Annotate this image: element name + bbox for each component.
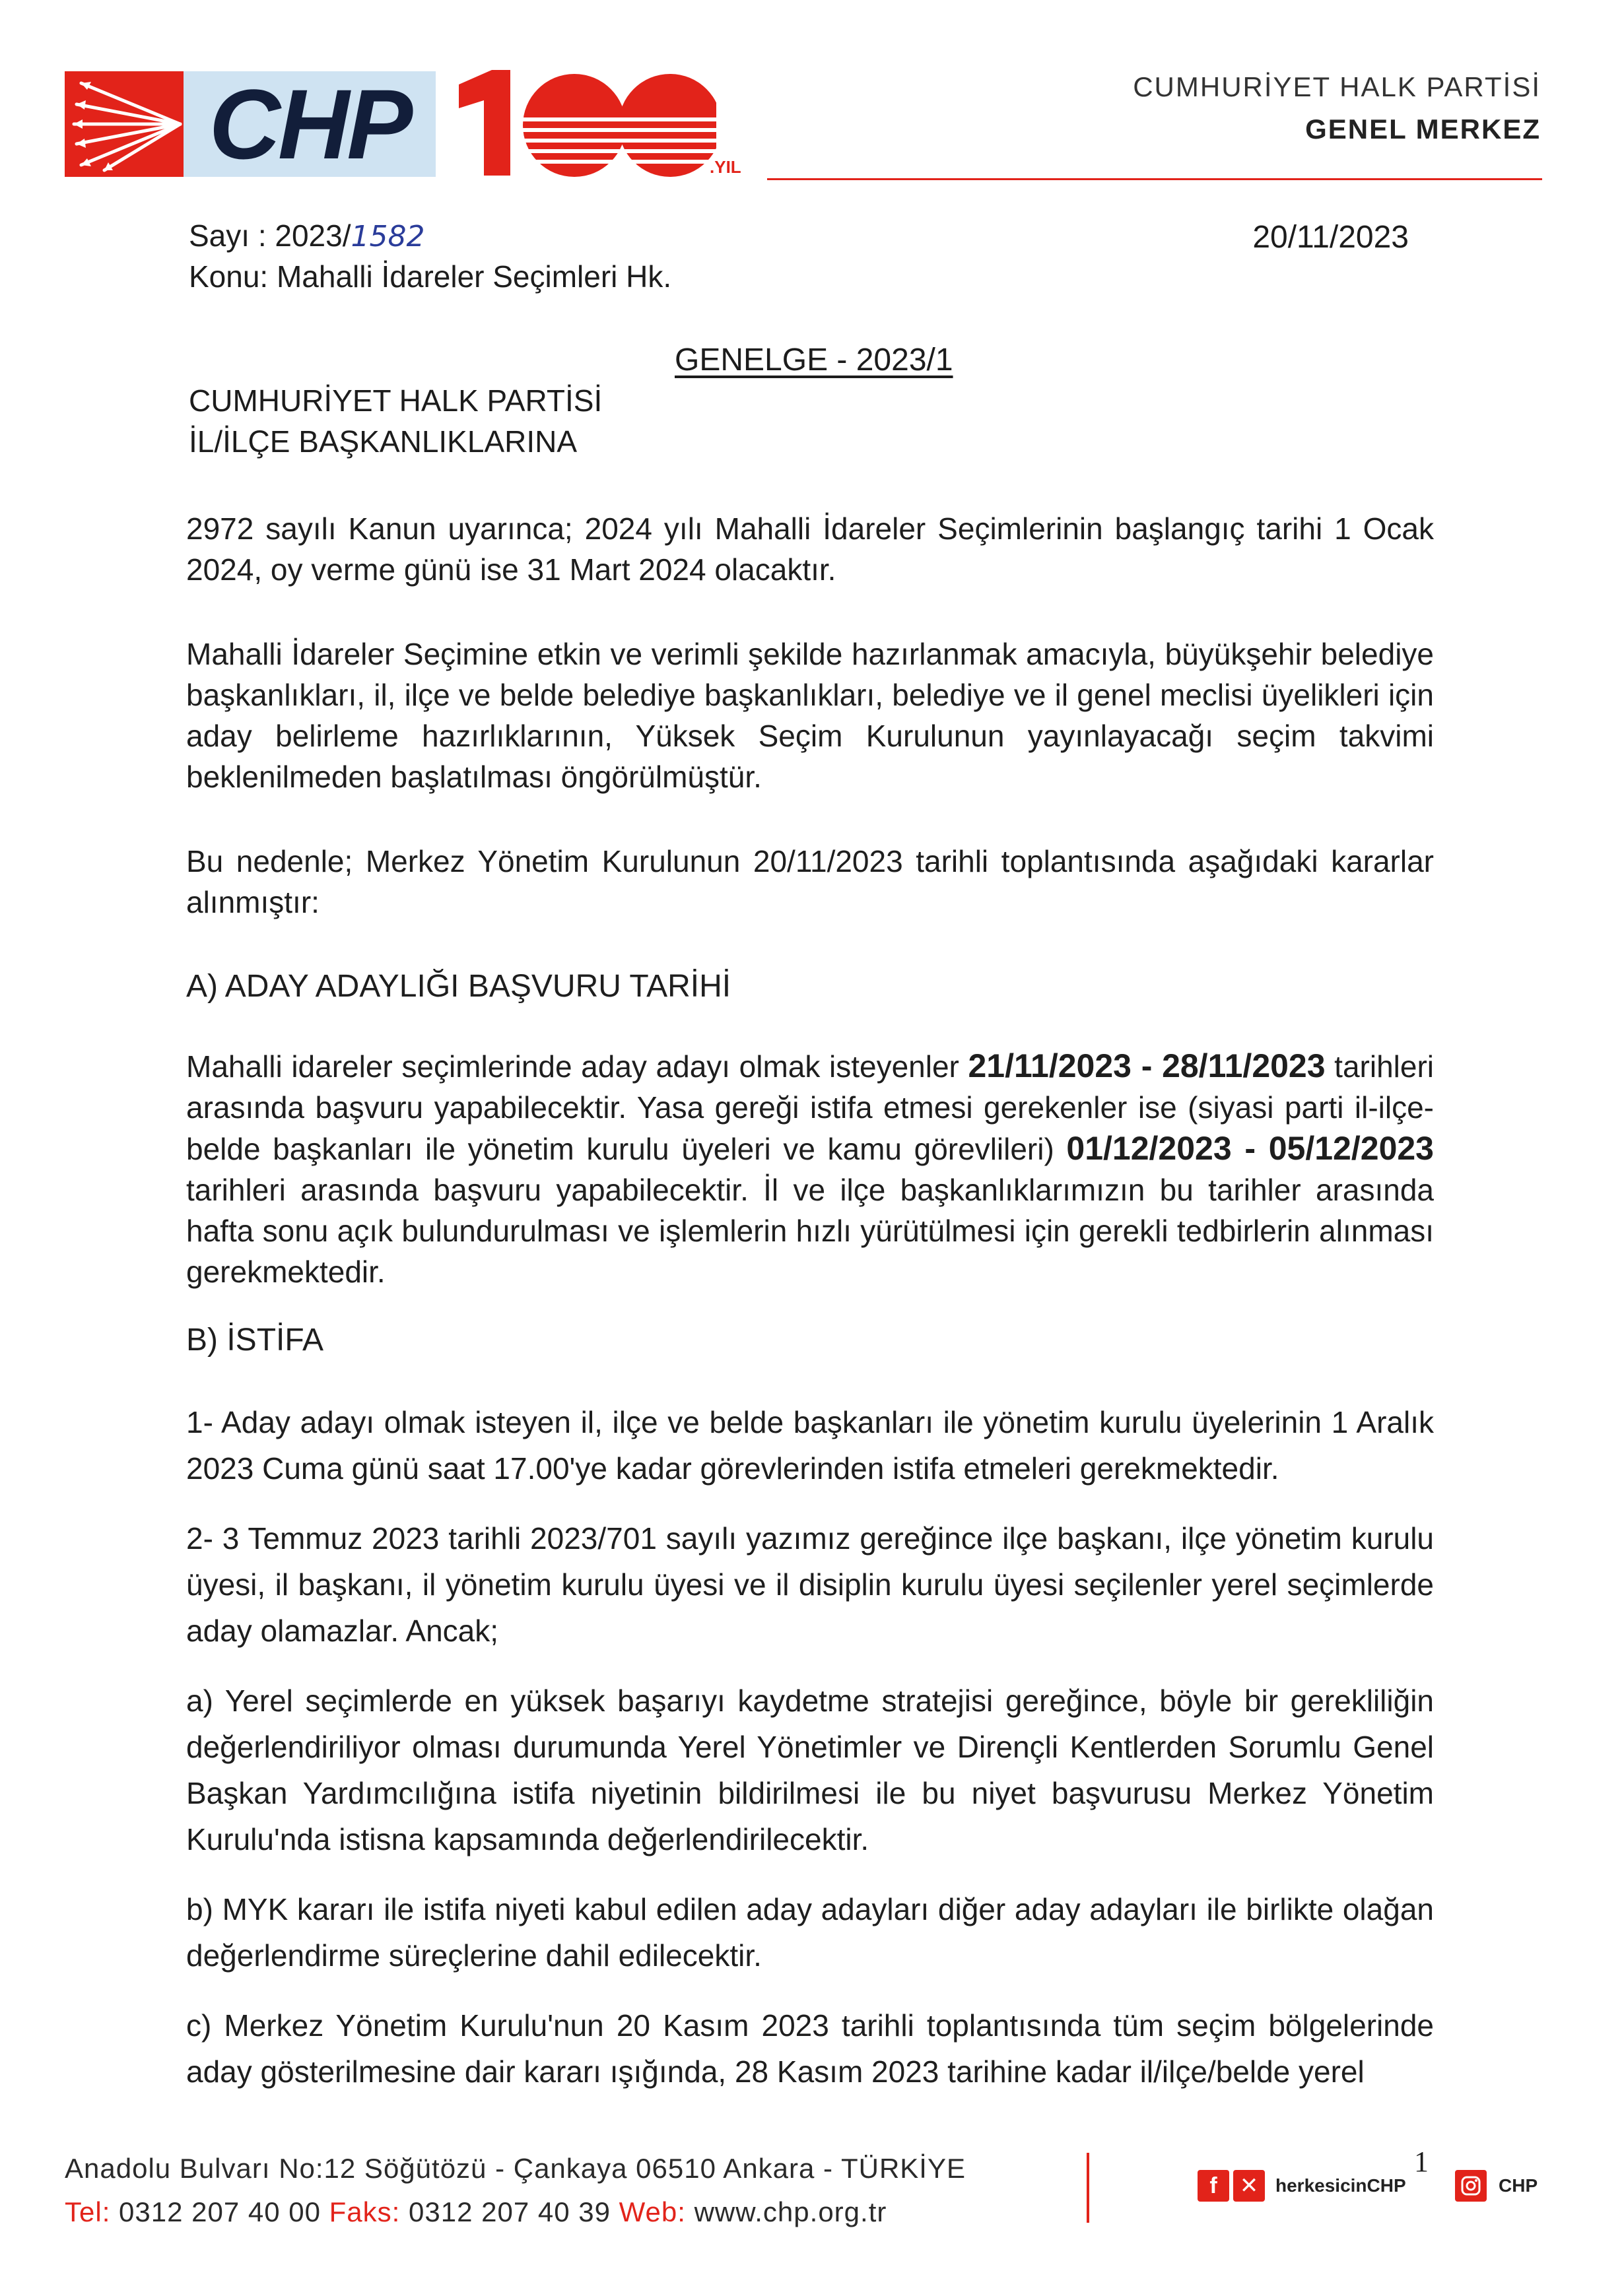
logo-wordmark: CHP bbox=[184, 71, 436, 177]
instagram-icon bbox=[1455, 2170, 1487, 2202]
footer-contact bbox=[65, 2196, 887, 2228]
footer-address: Anadolu Bulvarı No:12 Söğütözü - Çankaya 06510 Ankara - TÜRKİYE bbox=[65, 2153, 966, 2184]
logo-yil-label: .YIL bbox=[710, 157, 741, 177]
footer-divider bbox=[1087, 2153, 1089, 2223]
list-item: 1- Aday adayı olmak isteyen il, ilçe ve belde başkanları ile yönetim kurulu üyelerinin 1 Aralık 2023 Cuma günü saat 17.00'ye kadar görevlerinden istifa etmeleri gerekmektedir. bbox=[186, 1405, 1434, 1486]
web-value: www.chp.org.tr bbox=[685, 2196, 887, 2227]
date-range-bold: 21/11/2023 - 28/11/2023 bbox=[968, 1047, 1326, 1084]
list-item: a) Yerel seçimlerde en yüksek başarıyı kaydetme stratejisi gereğince, böyle bir gerekliliğin değerlendiriliyor olması durumunda Yerel Yönetimler ve Dirençli Kentlerden Sorumlu Genel Başkan Yardımcılığına istifa niyetinin bildirilmesi ile bu niyet başvurusu Merkez Yönetim Kurulu'nda istisna kapsamında değerlendirilecektir. bbox=[186, 1684, 1434, 1856]
reference-label: Sayı : 2023/ bbox=[189, 218, 351, 253]
instagram-label: CHP bbox=[1499, 2175, 1538, 2196]
fax-value: 0312 207 40 39 bbox=[400, 2196, 619, 2227]
paragraph-application-dates bbox=[186, 1045, 1434, 1292]
date-range-bold: 01/12/2023 - 05/12/2023 bbox=[1066, 1130, 1434, 1167]
paragraph-election-dates: 2972 sayılı Kanun uyarınca; 2024 yılı Mahalli İdareler Seçimlerinin başlangıç tarihi 1 Ocak 2024, oy verme günü ise 31 Mart 2024 olacaktır. bbox=[186, 511, 1434, 587]
paragraph-decisions: Bu nedenle; Merkez Yönetim Kurulunun 20/11/2023 tarihli toplantısında aşağıdaki kararlar alınmıştır: bbox=[186, 844, 1434, 919]
chp-logo bbox=[65, 69, 436, 180]
web-label: Web: bbox=[619, 2196, 686, 2227]
handwritten-number: 1582 bbox=[351, 220, 425, 253]
facebook-icon: f bbox=[1198, 2170, 1229, 2202]
subject-line: Konu: Mahalli İdareler Seçimleri Hk. bbox=[189, 259, 672, 294]
tel-label: Tel: bbox=[65, 2196, 111, 2227]
section-heading-a: A) ADAY ADAYLIĞI BAŞVURU TARİHİ bbox=[186, 969, 731, 1004]
list-item: c) Merkez Yönetim Kurulu'nun 20 Kasım 2023 tarihli toplantısında tüm seçim bölgelerinde aday gösterilmesine dair kararı ışığında, 28 Kasım 2023 tarihine kadar il/ilçe/belde yerel bbox=[186, 2008, 1434, 2089]
section-heading-b: B) İSTİFA bbox=[186, 1323, 324, 1358]
list-item: b) MYK kararı ile istifa niyeti kabul edilen aday adayları diğer aday adayları ile birlikte olağan değerlendirme süreçlerine dahil edilecektir. bbox=[186, 1892, 1434, 1973]
paragraph-preparation: Mahalli İdareler Seçimine etkin ve verimli şekilde hazırlanmak amacıyla, büyükşehir belediye başkanlıkları, il, ilçe ve belde belediye başkanlıkları, belediye ve il genel meclisi üyelikleri için aday belirleme hazırlıklarının, Yüksek Seçim Kurulunun yayınlayacağı seçim takvimi beklenilmeden başlatılması öngörülmüştür. bbox=[186, 637, 1434, 794]
document-date: 20/11/2023 bbox=[1252, 220, 1409, 255]
centennial-logo bbox=[452, 65, 743, 183]
text-fragment: tarihleri arasında başvuru yapabilecektir. İl ve ilçe başkanlıklarımızın bu tarihler arasında hafta sonu açık bulundurulması ve işlemlerin hızlı yürütülmesi için gerekli tedbirlerin alınması gerekmektedir. bbox=[186, 1173, 1434, 1289]
text-fragment: tarihleri arasında başvuru yapabilecektir. Yasa gereği istifa etmesi gerekenler ise (siyasi parti il-ilçe-belde başkanları ile yönetim kurulu üyeleri ve kamu görevlileri) bbox=[186, 1049, 1434, 1166]
party-name: CUMHURİYET HALK PARTİSİ bbox=[1133, 71, 1541, 102]
list-item: 2- 3 Temmuz 2023 tarihli 2023/701 sayılı yazımız gereğince ilçe başkanı, ilçe yönetim kurulu üyesi, il başkanı, il yönetim kurulu üyesi ve il disiplin kurulu üyesi seçilenler yerel seçimlerde aday olamazlar. Ancak; bbox=[186, 1521, 1434, 1648]
centennial-100-icon bbox=[452, 65, 716, 183]
social-media-row bbox=[1198, 2170, 1406, 2202]
header-divider bbox=[767, 178, 1542, 180]
six-arrows-emblem-icon bbox=[65, 71, 184, 177]
text-fragment: Mahalli idareler seçimlerinde aday adayı olmak isteyenler bbox=[186, 1049, 968, 1084]
circular-title: GENELGE - 2023/1 bbox=[675, 343, 953, 377]
reference-number bbox=[189, 218, 424, 253]
tel-value: 0312 207 40 00 bbox=[110, 2196, 329, 2227]
instagram-block bbox=[1455, 2170, 1538, 2202]
addressee-line-2: İL/İLÇE BAŞKANLIKLARINA bbox=[189, 424, 578, 459]
fax-label: Faks: bbox=[329, 2196, 401, 2227]
letter-body bbox=[186, 508, 1434, 2118]
social-handle: herkesicinCHP bbox=[1275, 2175, 1406, 2196]
x-icon: ✕ bbox=[1233, 2170, 1265, 2202]
headquarters-name: GENEL MERKEZ bbox=[1305, 114, 1541, 145]
page-number: 1 bbox=[1414, 2146, 1429, 2178]
addressee-line-1: CUMHURİYET HALK PARTİSİ bbox=[189, 383, 603, 418]
